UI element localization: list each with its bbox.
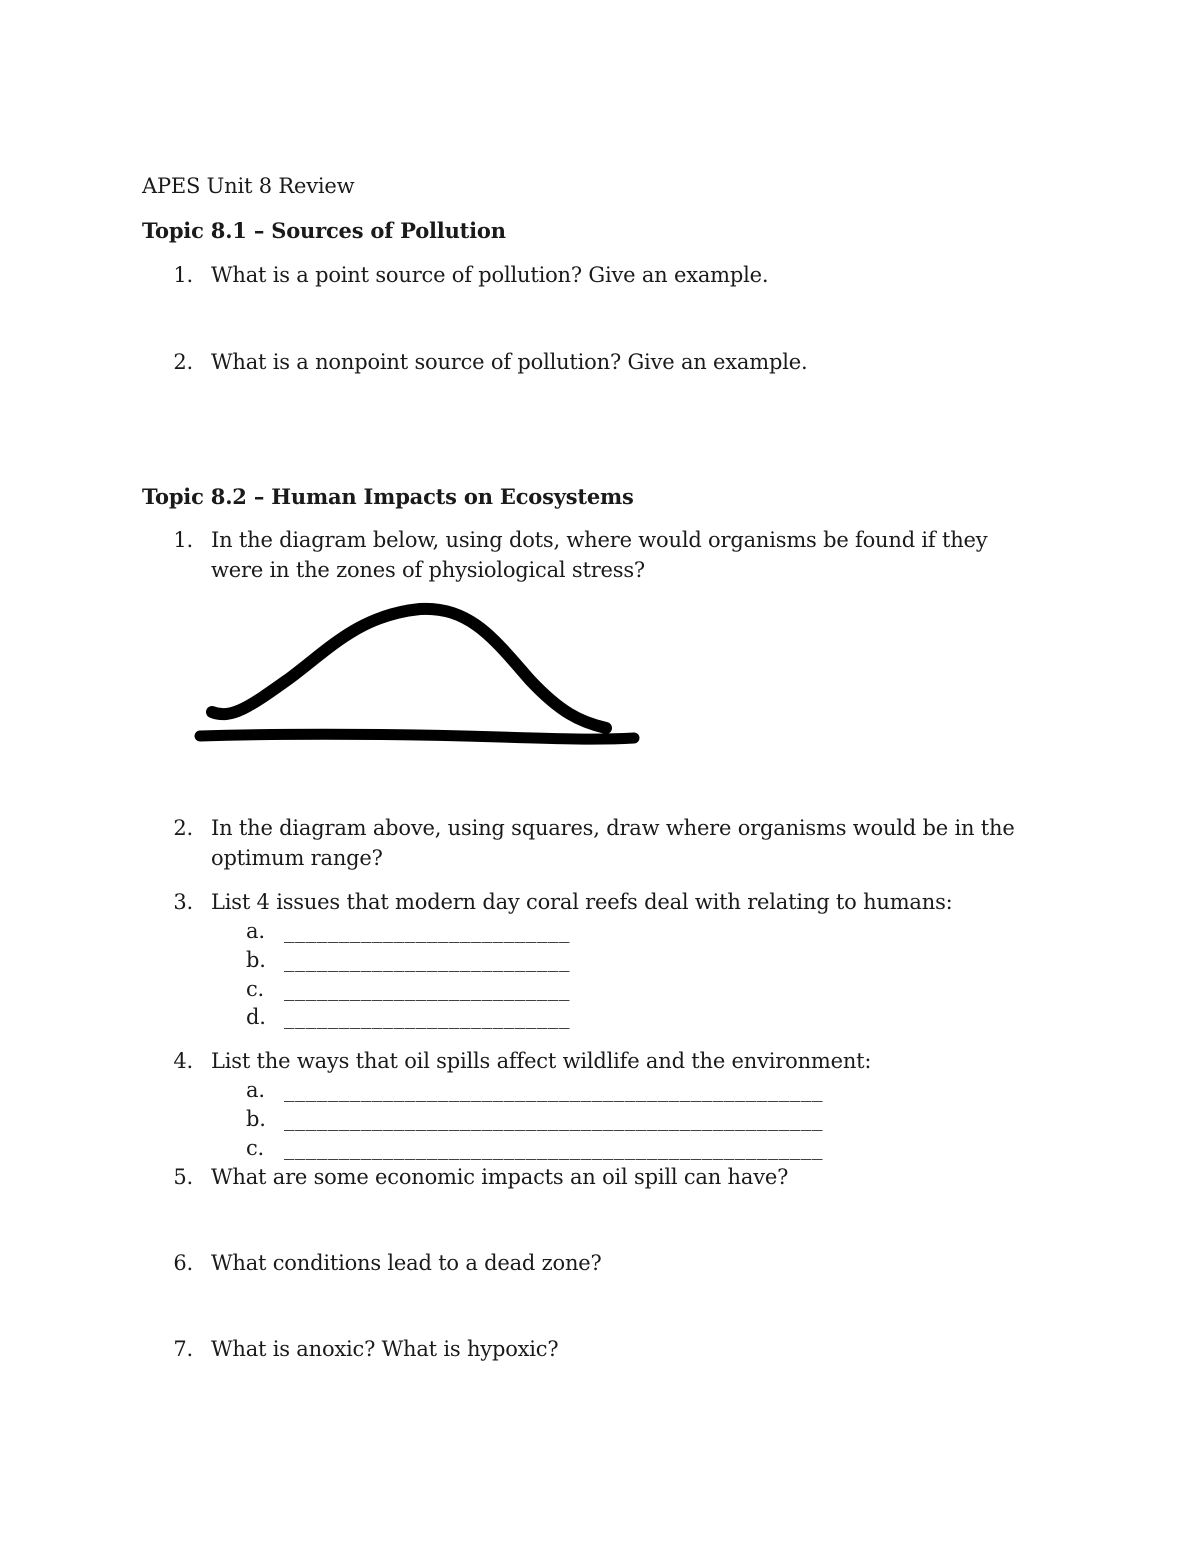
- list-letter: d.: [246, 1005, 266, 1029]
- answer-blank[interactable]: __________________________: [284, 919, 570, 943]
- answer-blank[interactable]: __________________________: [284, 1005, 570, 1029]
- question-number: 5.: [173, 1165, 193, 1189]
- question-text: What is anoxic? What is hypoxic?: [211, 1337, 559, 1361]
- question-text: In the diagram above, using squares, draw where organisms would be in the: [211, 816, 1015, 840]
- question-text: In the diagram below, using dots, where would organisms be found if they: [211, 528, 988, 552]
- question-number: 7.: [173, 1337, 193, 1361]
- question-number: 1.: [173, 263, 193, 287]
- question-text: optimum range?: [211, 846, 383, 870]
- question-text: List 4 issues that modern day coral reefs deal with relating to humans:: [211, 890, 953, 914]
- list-letter: b.: [246, 948, 266, 972]
- list-letter: c.: [246, 977, 265, 1001]
- answer-blank[interactable]: __________________________: [284, 948, 570, 972]
- question-text: were in the zones of physiological stress?: [211, 558, 645, 582]
- answer-blank[interactable]: _________________________________________________: [284, 1078, 823, 1102]
- question-number: 6.: [173, 1251, 193, 1275]
- question-number: 1.: [173, 528, 193, 552]
- question-text: What conditions lead to a dead zone?: [211, 1251, 602, 1275]
- question-number: 4.: [173, 1049, 193, 1073]
- answer-blank[interactable]: __________________________: [284, 977, 570, 1001]
- question-number: 3.: [173, 890, 193, 914]
- topic-8-2-heading: Topic 8.2 – Human Impacts on Ecosystems: [142, 484, 634, 509]
- question-text: What are some economic impacts an oil spill can have?: [211, 1165, 789, 1189]
- list-letter: b.: [246, 1107, 266, 1131]
- list-letter: c.: [246, 1136, 265, 1160]
- question-text: List the ways that oil spills affect wildlife and the environment:: [211, 1049, 872, 1073]
- answer-blank[interactable]: _________________________________________________: [284, 1136, 823, 1160]
- topic-8-1-heading: Topic 8.1 – Sources of Pollution: [142, 218, 506, 243]
- answer-blank[interactable]: _________________________________________________: [284, 1107, 823, 1131]
- question-text: What is a point source of pollution? Give an example.: [211, 263, 769, 287]
- question-number: 2.: [173, 816, 193, 840]
- question-text: What is a nonpoint source of pollution? Give an example.: [211, 350, 808, 374]
- page-title: APES Unit 8 Review: [142, 174, 355, 198]
- list-letter: a.: [246, 1078, 265, 1102]
- question-number: 2.: [173, 350, 193, 374]
- list-letter: a.: [246, 919, 265, 943]
